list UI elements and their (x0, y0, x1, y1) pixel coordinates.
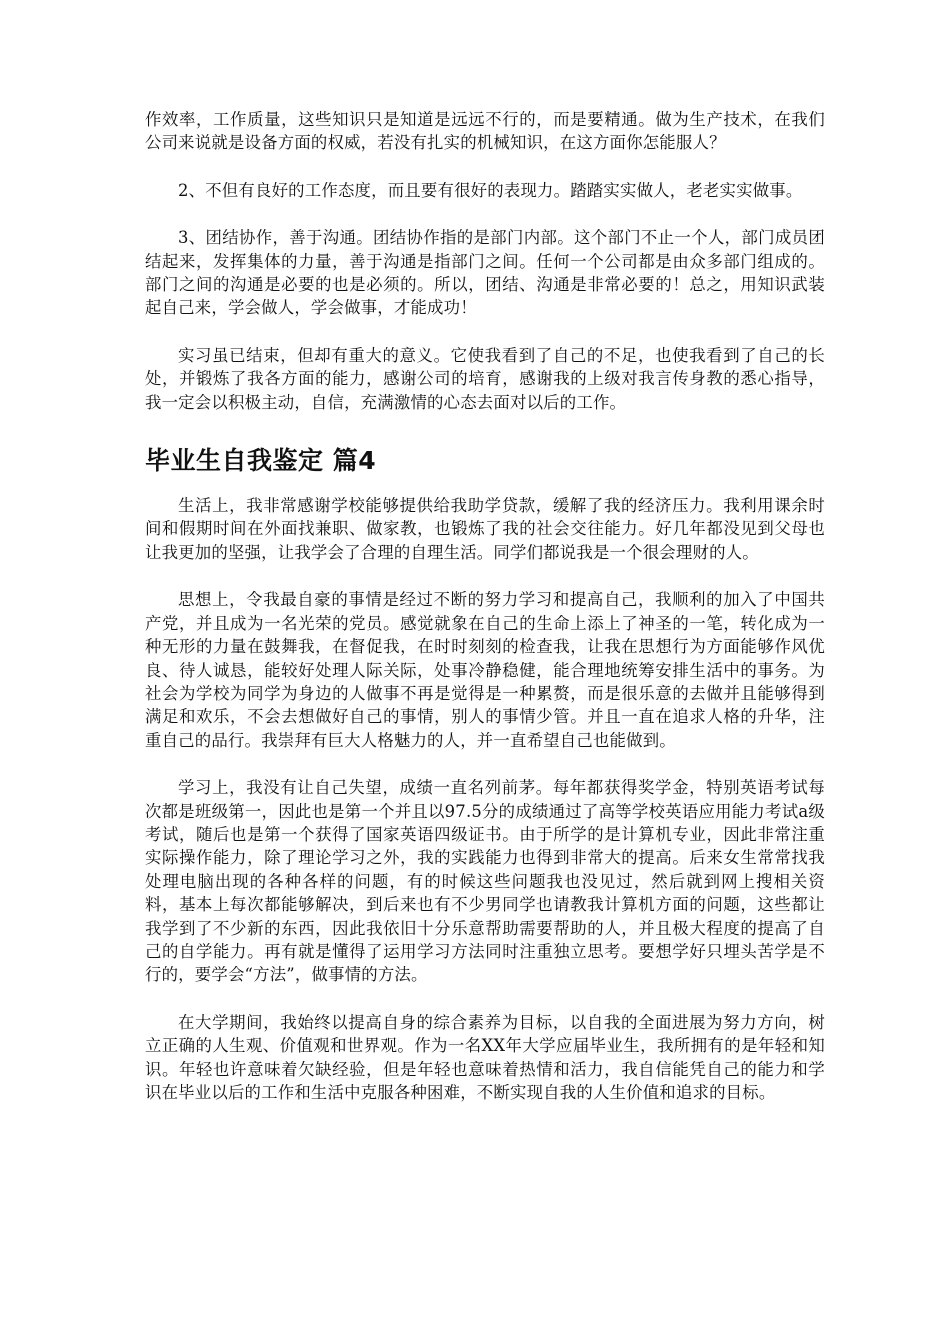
document-page (145, 108, 825, 1128)
paragraph-continuation: 作效率，工作质量，这些知识只是知道是远远不行的，而是要精通。做为生产技术，在我们公司来说就是设备方面的权威，若没有扎实的机械知识，在这方面你怎能服人？ (145, 110, 825, 153)
paragraph-life: 生活上，我非常感谢学校能够提供给我助学贷款，缓解了我的经济压力。我利用课余时间和假期时间在外面找兼职、做家教，也锻炼了我的社会交往能力。好几年都没见到父母也让我更加的坚强，让我学会了合理的自理生活。同学们都说我是一个很会理财的人。 (145, 496, 825, 562)
section-heading: 毕业生自我鉴定 篇4 (145, 446, 377, 476)
paragraph-point-2: 2、不但有良好的工作态度，而且要有很好的表现力。踏踏实实做人，老老实实做事。 (178, 180, 803, 200)
paragraph-thought: 思想上，令我最自豪的事情是经过不断的努力学习和提高自己，我顺利的加入了中国共产党，并且成为一名光荣的党员。感觉就象在自己的生命上添上了神圣的一笔，转化成为一种无形的力量在鼓舞我，在督促我，在时时刻刻的检查我，让我在思想行为方面能够作风优良、待人诚恳，能较好处理人际关际，处事冷静稳健，能合理地统筹安排生活中的事务。为社会为学校为同学为身边的人做事不再是觉得是一种累赘，而是很乐意的去做并且能够得到满足和欢乐，不会去想做好自己的事情，别人的事情少管。并且一直在追求人格的升华，注重自己的品行。我崇拜有巨大人格魅力的人，并一直希望自己也能做到。 (145, 590, 825, 750)
paragraph-university: 在大学期间，我始终以提高自身的综合素养为目标，以自我的全面进展为努力方向，树立正确的人生观、价值观和世界观。作为一名XX年大学应届毕业生，我所拥有的是年轻和知识。年轻也许意味着欠缺经验，但是年轻也意味着热情和活力，我自信能凭自己的能力和学识在毕业以后的工作和生活中克服各种困难，不断实现自我的人生价值和追求的目标。 (145, 1012, 825, 1102)
paragraph-point-3: 3、团结协作，善于沟通。团结协作指的是部门内部。这个部门不止一个人，部门成员团结起来，发挥集体的力量，善于沟通是指部门之间。任何一个公司都是由众多部门组成的。部门之间的沟通是必要的也是必须的。所以，团结、沟通是非常必要的！总之，用知识武装起自己来，学会做人，学会做事，才能成功！ (145, 228, 825, 318)
paragraph-internship-summary: 实习虽已结束，但却有重大的意义。它使我看到了自己的不足，也使我看到了自己的长处，并锻炼了我各方面的能力，感谢公司的培育，感谢我的上级对我言传身教的悉心指导，我一定会以积极主动，自信，充满激情的心态去面对以后的工作。 (145, 345, 825, 412)
paragraph-study: 学习上，我没有让自己失望，成绩一直名列前茅。每年都获得奖学金，特别英语考试每次都是班级第一，因此也是第一个并且以97.5分的成绩通过了高等学校英语应用能力考试a级考试，随后也是第一个获得了国家英语四级证书。由于所学的是计算机专业，因此非常注重实际操作能力，除了理论学习之外，我的实践能力也得到非常大的提高。后来女生常常找我处理电脑出现的各种各样的问题，有的时候这些问题我也没见过，然后就到网上搜相关资料，基本上每次都能够解决，到后来也有不少男同学也请教我计算机方面的问题，这些都让我学到了不少新的东西，因此我依旧十分乐意帮助需要帮助的人，并且极大程度的提高了自己的自学能力。再有就是懂得了运用学习方法同时注重独立思考。要想学好只埋头苦学是不行的，要学会“方法”，做事情的方法。 (145, 778, 825, 985)
